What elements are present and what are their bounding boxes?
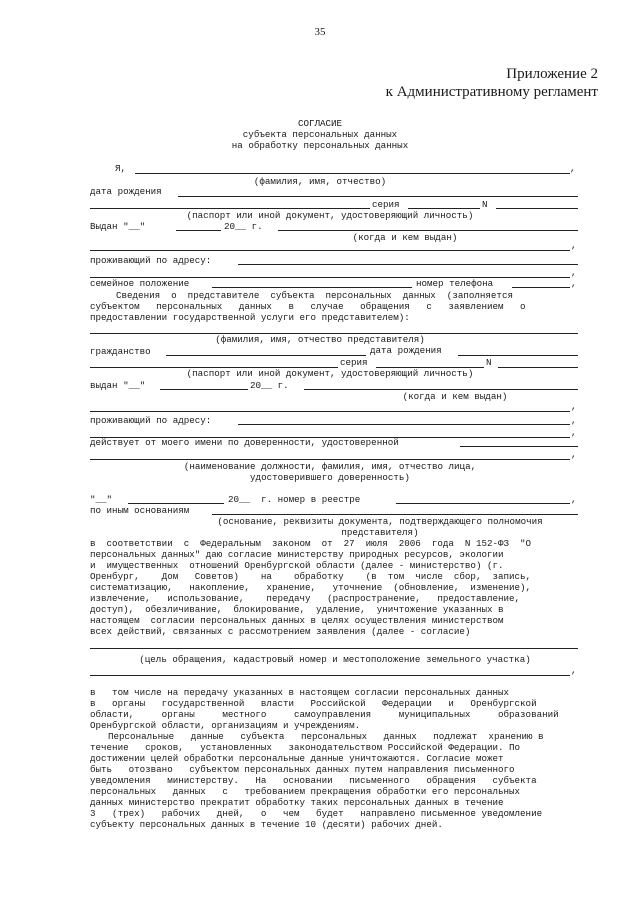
storage-line-3: достижении целей обработки персональные данные уничтожаются. Согласие может bbox=[90, 753, 504, 764]
citizenship-label: гражданство bbox=[90, 346, 151, 357]
title-line2: субъекта персональных данных bbox=[242, 129, 398, 140]
appendix-line1: Приложение 2 bbox=[506, 66, 598, 82]
title-line3: на обработку персональных данных bbox=[231, 140, 409, 151]
storage-line-5: уведомления министерству. На основании письменного обращения субъекта bbox=[90, 775, 537, 786]
rep-reg-label: 20__ г. номер в реестре bbox=[228, 494, 361, 505]
dob-field[interactable] bbox=[178, 196, 578, 197]
rep-reg-field[interactable] bbox=[396, 503, 570, 504]
family-field[interactable] bbox=[212, 287, 412, 288]
consent-line-1: в соответствии с Федеральным законом от 27 июля 2006 года N 152-ФЗ "О bbox=[90, 538, 532, 549]
issued-month-field[interactable] bbox=[176, 230, 221, 231]
rep-intro-3: предоставлении государственной услуги его представителем): bbox=[90, 312, 410, 323]
family-label: семейное положение bbox=[90, 278, 190, 289]
passport-hint: (паспорт или иной документ, удостоверяющий личность) bbox=[186, 210, 474, 221]
page-number: 35 bbox=[314, 26, 326, 38]
consent-line-8: настоящем согласии персональных данных в целях осуществления министерством bbox=[90, 615, 504, 626]
consent-line-6: извлечение, использование, передачу (распространение, предоставление, bbox=[90, 593, 521, 604]
rep-date-field[interactable] bbox=[128, 503, 224, 504]
rep-date-quote: "__" bbox=[90, 494, 113, 505]
nomer-label: N bbox=[482, 199, 488, 210]
rep-issued-by-field[interactable] bbox=[304, 389, 578, 390]
consent-line-5: систематизацию, накопление, хранение, уточнение (обновление, изменение), bbox=[90, 582, 532, 593]
rep-dob-field[interactable] bbox=[458, 355, 578, 356]
appendix-line2: к Административному регламент bbox=[385, 84, 598, 100]
issued-by-field-2[interactable] bbox=[90, 250, 570, 251]
storage-line-9: субъекту персональных данных в течение 10 (десяти) рабочих дней. bbox=[90, 819, 443, 830]
rep-issued-hint: (когда и кем выдан) bbox=[402, 391, 508, 402]
rep-seria-label: серия bbox=[340, 357, 368, 368]
rep-acts-field-2[interactable] bbox=[90, 459, 570, 460]
storage-line-4: быть отозвано субъектом персональных данных путем направления письменного bbox=[90, 764, 515, 775]
purpose-field-2[interactable] bbox=[90, 675, 570, 676]
transfer-line-4: Оренбургской области, организациям и учреждениям. bbox=[90, 720, 361, 731]
address-label: проживающий по адресу: bbox=[90, 255, 212, 266]
seria-field[interactable] bbox=[408, 208, 480, 209]
title-line1: СОГЛАСИЕ bbox=[297, 118, 343, 129]
rep-nomer-field[interactable] bbox=[498, 367, 578, 368]
rep-dob-label: дата рождения bbox=[370, 345, 442, 356]
issued-year: 20__ г. bbox=[224, 221, 263, 232]
nomer-field[interactable] bbox=[496, 208, 578, 209]
fio-hint: (фамилия, имя, отчество) bbox=[253, 176, 387, 187]
phone-label: номер телефона bbox=[416, 278, 494, 289]
consent-line-7: доступ), обезличивание, блокирование, удаление, уничтожение указанных в bbox=[90, 604, 504, 615]
consent-line-9: всех действий, связанных с рассмотрением заявления (далее - согласие) bbox=[90, 626, 471, 637]
rep-issued-year: 20__ г. bbox=[250, 380, 289, 391]
rep-passport-hint: (паспорт или иной документ, удостоверяющий личность) bbox=[186, 368, 474, 379]
rep-acts-field[interactable] bbox=[460, 446, 578, 447]
address-field[interactable] bbox=[238, 264, 578, 265]
issued-hint: (когда и кем выдан) bbox=[352, 232, 458, 243]
consent-line-4: Оренбург, Дом Советов) на обработку (в том числе сбор, запись, bbox=[90, 571, 532, 582]
rep-position-hint-1: (наименование должности, фамилия, имя, отчество лица, bbox=[183, 461, 477, 472]
transfer-line-2: в органы государственной власти Российской Федерации и Оренбургской bbox=[90, 698, 537, 709]
rep-other-field[interactable] bbox=[212, 514, 578, 515]
rep-position-hint-2: удостоверившего доверенность) bbox=[250, 472, 410, 483]
rep-intro-1: Сведения о представителе субъекта персональных данных (заполняется bbox=[116, 290, 513, 301]
transfer-line-1: в том числе на передачу указанных в настоящем согласии персональных данных bbox=[90, 687, 510, 698]
storage-line-2: течение сроков, установленных законодательством Российской Федерации. По bbox=[90, 742, 521, 753]
citizenship-field[interactable] bbox=[166, 355, 366, 356]
fio-field[interactable] bbox=[135, 173, 570, 174]
rep-address-label: проживающий по адресу: bbox=[90, 415, 212, 426]
purpose-field[interactable] bbox=[90, 648, 578, 649]
purpose-hint: (цель обращения, кадастровый номер и местоположение земельного участка) bbox=[139, 654, 531, 665]
rep-issued-month-field[interactable] bbox=[160, 389, 248, 390]
transfer-line-3: области, органы местного самоуправления муниципальных образований bbox=[90, 709, 559, 720]
dob-label: дата рождения bbox=[90, 186, 162, 197]
rep-basis-hint-1: (основание, реквизиты документа, подтверждающего полномочия bbox=[217, 516, 543, 527]
rep-address-field[interactable] bbox=[238, 424, 570, 425]
issued-by-field[interactable] bbox=[278, 230, 578, 231]
storage-line-6: персональных данных с требованием прекращения обработки его персональных bbox=[90, 786, 521, 797]
phone-field[interactable] bbox=[512, 287, 570, 288]
seria-label: серия bbox=[372, 199, 400, 210]
rep-basis-hint-2: представителя) bbox=[341, 527, 419, 538]
passport-field[interactable] bbox=[90, 208, 370, 209]
rep-other-label: по иным основаниям bbox=[90, 505, 190, 516]
storage-line-1: Персональные данные субъекта персональных данных подлежат хранению в bbox=[108, 731, 544, 742]
storage-line-8: 3 (трех) рабочих дней, о чем будет направлено письменное уведомление bbox=[90, 808, 543, 819]
rep-fio-hint: (фамилия, имя, отчество представителя) bbox=[215, 334, 425, 345]
storage-line-7: данных министерство прекратит обработку таких персональных данных в течение bbox=[90, 797, 504, 808]
rep-nomer-label: N bbox=[486, 357, 492, 368]
rep-issued-label: выдан "__" bbox=[90, 380, 146, 391]
ya-label: Я, bbox=[115, 163, 127, 174]
issued-label: Выдан "__" bbox=[90, 221, 146, 232]
consent-line-3: и имущественных отношений Оренбургской области (далее - министерство) (г. bbox=[90, 560, 504, 571]
rep-intro-2: субъектом персональных данных в случае обращения с заявлением о bbox=[90, 301, 526, 312]
rep-issued-by-field-2[interactable] bbox=[90, 411, 570, 412]
rep-acts-label: действует от моего имени по доверенности, удостоверенной bbox=[90, 437, 399, 448]
consent-line-2: персональных данных" даю согласие министерству природных ресурсов, экологии bbox=[90, 549, 504, 560]
